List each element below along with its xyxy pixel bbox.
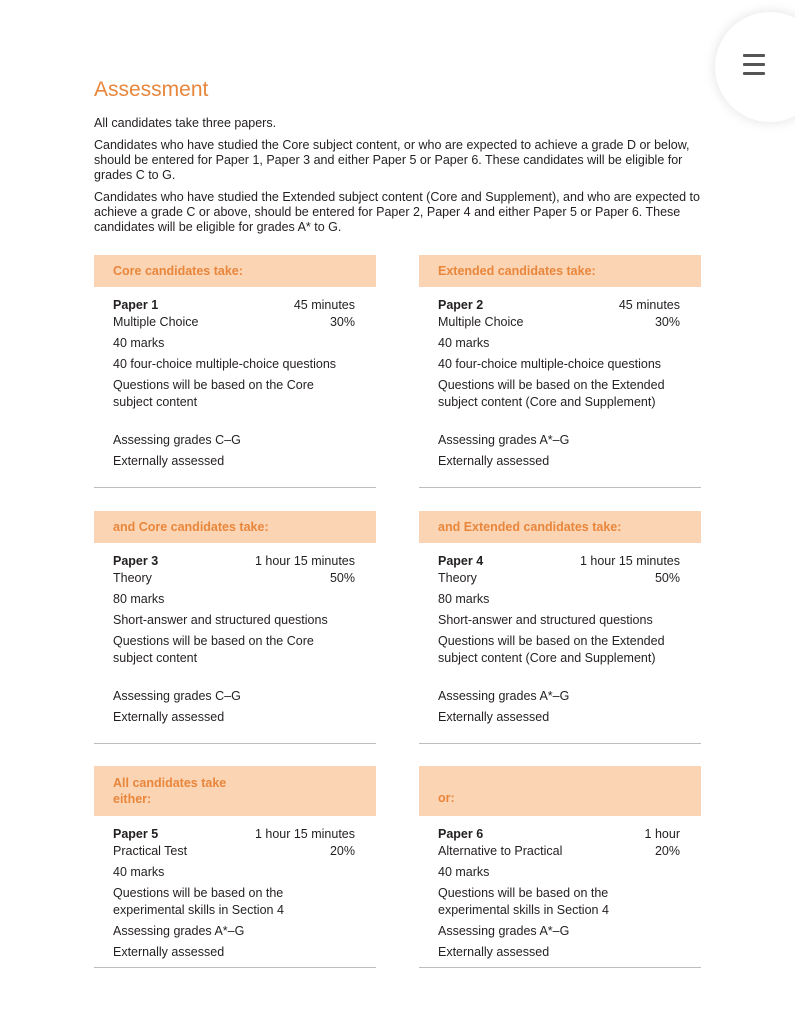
paper-grades: Assessing grades A*–G bbox=[113, 924, 245, 938]
paper-box bbox=[94, 255, 376, 488]
paper-marks: 40 marks bbox=[438, 336, 490, 350]
paper-assessed: Externally assessed bbox=[438, 945, 550, 959]
paper-type: Multiple Choice bbox=[113, 315, 199, 329]
paper-grades: Assessing grades A*–G bbox=[438, 924, 570, 938]
paper-name: Paper 4 bbox=[438, 554, 484, 568]
paper-type: Alternative to Practical bbox=[438, 844, 563, 858]
paper-format: Short-answer and structured questions bbox=[113, 613, 328, 627]
box-header: or: bbox=[419, 766, 701, 816]
paper-marks: 80 marks bbox=[113, 592, 165, 606]
paper-basis: Questions will be based on the experimental skills in Section 4 bbox=[438, 886, 609, 917]
paper-box bbox=[94, 766, 376, 968]
paper-assessed: Externally assessed bbox=[438, 710, 550, 724]
paper-basis: Questions will be based on the experimental skills in Section 4 bbox=[113, 886, 284, 917]
paper-name: Paper 5 bbox=[113, 827, 159, 841]
paper-assessed: Externally assessed bbox=[113, 710, 225, 724]
paper-duration: 1 hour 15 minutes bbox=[254, 554, 355, 568]
paper-box bbox=[419, 255, 701, 488]
paper-marks: 80 marks bbox=[438, 592, 490, 606]
paper-assessed: Externally assessed bbox=[113, 454, 225, 468]
paper-assessed: Externally assessed bbox=[113, 945, 225, 959]
paper-format: 40 four-choice multiple-choice questions bbox=[438, 357, 662, 371]
paper-basis: Questions will be based on the Core subject content bbox=[113, 634, 314, 665]
paper-marks: 40 marks bbox=[438, 865, 490, 879]
hamburger-menu-icon[interactable] bbox=[743, 54, 765, 81]
paper-basis: Questions will be based on the Extended subject content (Core and Supplement) bbox=[438, 378, 665, 409]
box-header: and Extended candidates take: bbox=[419, 511, 701, 543]
intro-section bbox=[94, 78, 704, 242]
paper-weight: 30% bbox=[329, 315, 355, 329]
paper-format: 40 four-choice multiple-choice questions bbox=[113, 357, 337, 371]
paper-duration: 1 hour bbox=[644, 827, 680, 841]
paper-duration: 45 minutes bbox=[293, 298, 355, 312]
paper-type: Theory bbox=[438, 571, 477, 585]
paper-basis: Questions will be based on the Extended subject content (Core and Supplement) bbox=[438, 634, 665, 665]
paper-name: Paper 6 bbox=[438, 827, 484, 841]
paper-assessed: Externally assessed bbox=[438, 454, 550, 468]
paper-type: Multiple Choice bbox=[438, 315, 524, 329]
paper-basis: Questions will be based on the Core subject content bbox=[113, 378, 314, 409]
box-header: All candidates take either: bbox=[94, 766, 376, 816]
box-header: Extended candidates take: bbox=[419, 255, 701, 287]
paper-weight: 20% bbox=[654, 844, 680, 858]
paper-duration: 45 minutes bbox=[618, 298, 680, 312]
paper-box bbox=[419, 511, 701, 744]
paper-weight: 50% bbox=[654, 571, 680, 585]
paper-format: Short-answer and structured questions bbox=[438, 613, 653, 627]
paper-weight: 30% bbox=[654, 315, 680, 329]
intro-paragraph: Candidates who have studied the Core subject content, or who are expected to achieve a grade D or below, should be entered for Paper 1, Paper 3 and either Paper 5 or Paper 6. These candidates will be eligible for grades C to G. bbox=[94, 138, 690, 182]
paper-grades: Assessing grades C–G bbox=[113, 689, 241, 703]
paper-type: Theory bbox=[113, 571, 152, 585]
paper-duration: 1 hour 15 minutes bbox=[579, 554, 680, 568]
paper-box bbox=[419, 766, 701, 968]
menu-button[interactable] bbox=[715, 12, 795, 122]
paper-name: Paper 2 bbox=[438, 298, 484, 312]
box-header: Core candidates take: bbox=[94, 255, 376, 287]
intro-paragraph: All candidates take three papers. bbox=[94, 116, 277, 130]
paper-box bbox=[94, 511, 376, 744]
paper-grades: Assessing grades A*–G bbox=[438, 433, 570, 447]
page-title: Assessment bbox=[94, 78, 209, 101]
paper-weight: 50% bbox=[329, 571, 355, 585]
paper-name: Paper 3 bbox=[113, 554, 159, 568]
intro-paragraph: Candidates who have studied the Extended subject content (Core and Supplement), and who are expected to achieve a grade C or above, should be entered for Paper 2, Paper 4 and either Paper 5 or Paper 6. These candidates will be eligible for grades A* to G. bbox=[94, 190, 700, 234]
paper-marks: 40 marks bbox=[113, 865, 165, 879]
paper-type: Practical Test bbox=[113, 844, 188, 858]
paper-name: Paper 1 bbox=[113, 298, 159, 312]
paper-grades: Assessing grades C–G bbox=[113, 433, 241, 447]
box-header: and Core candidates take: bbox=[94, 511, 376, 543]
paper-duration: 1 hour 15 minutes bbox=[254, 827, 355, 841]
paper-marks: 40 marks bbox=[113, 336, 165, 350]
paper-weight: 20% bbox=[329, 844, 355, 858]
paper-grades: Assessing grades A*–G bbox=[438, 689, 570, 703]
